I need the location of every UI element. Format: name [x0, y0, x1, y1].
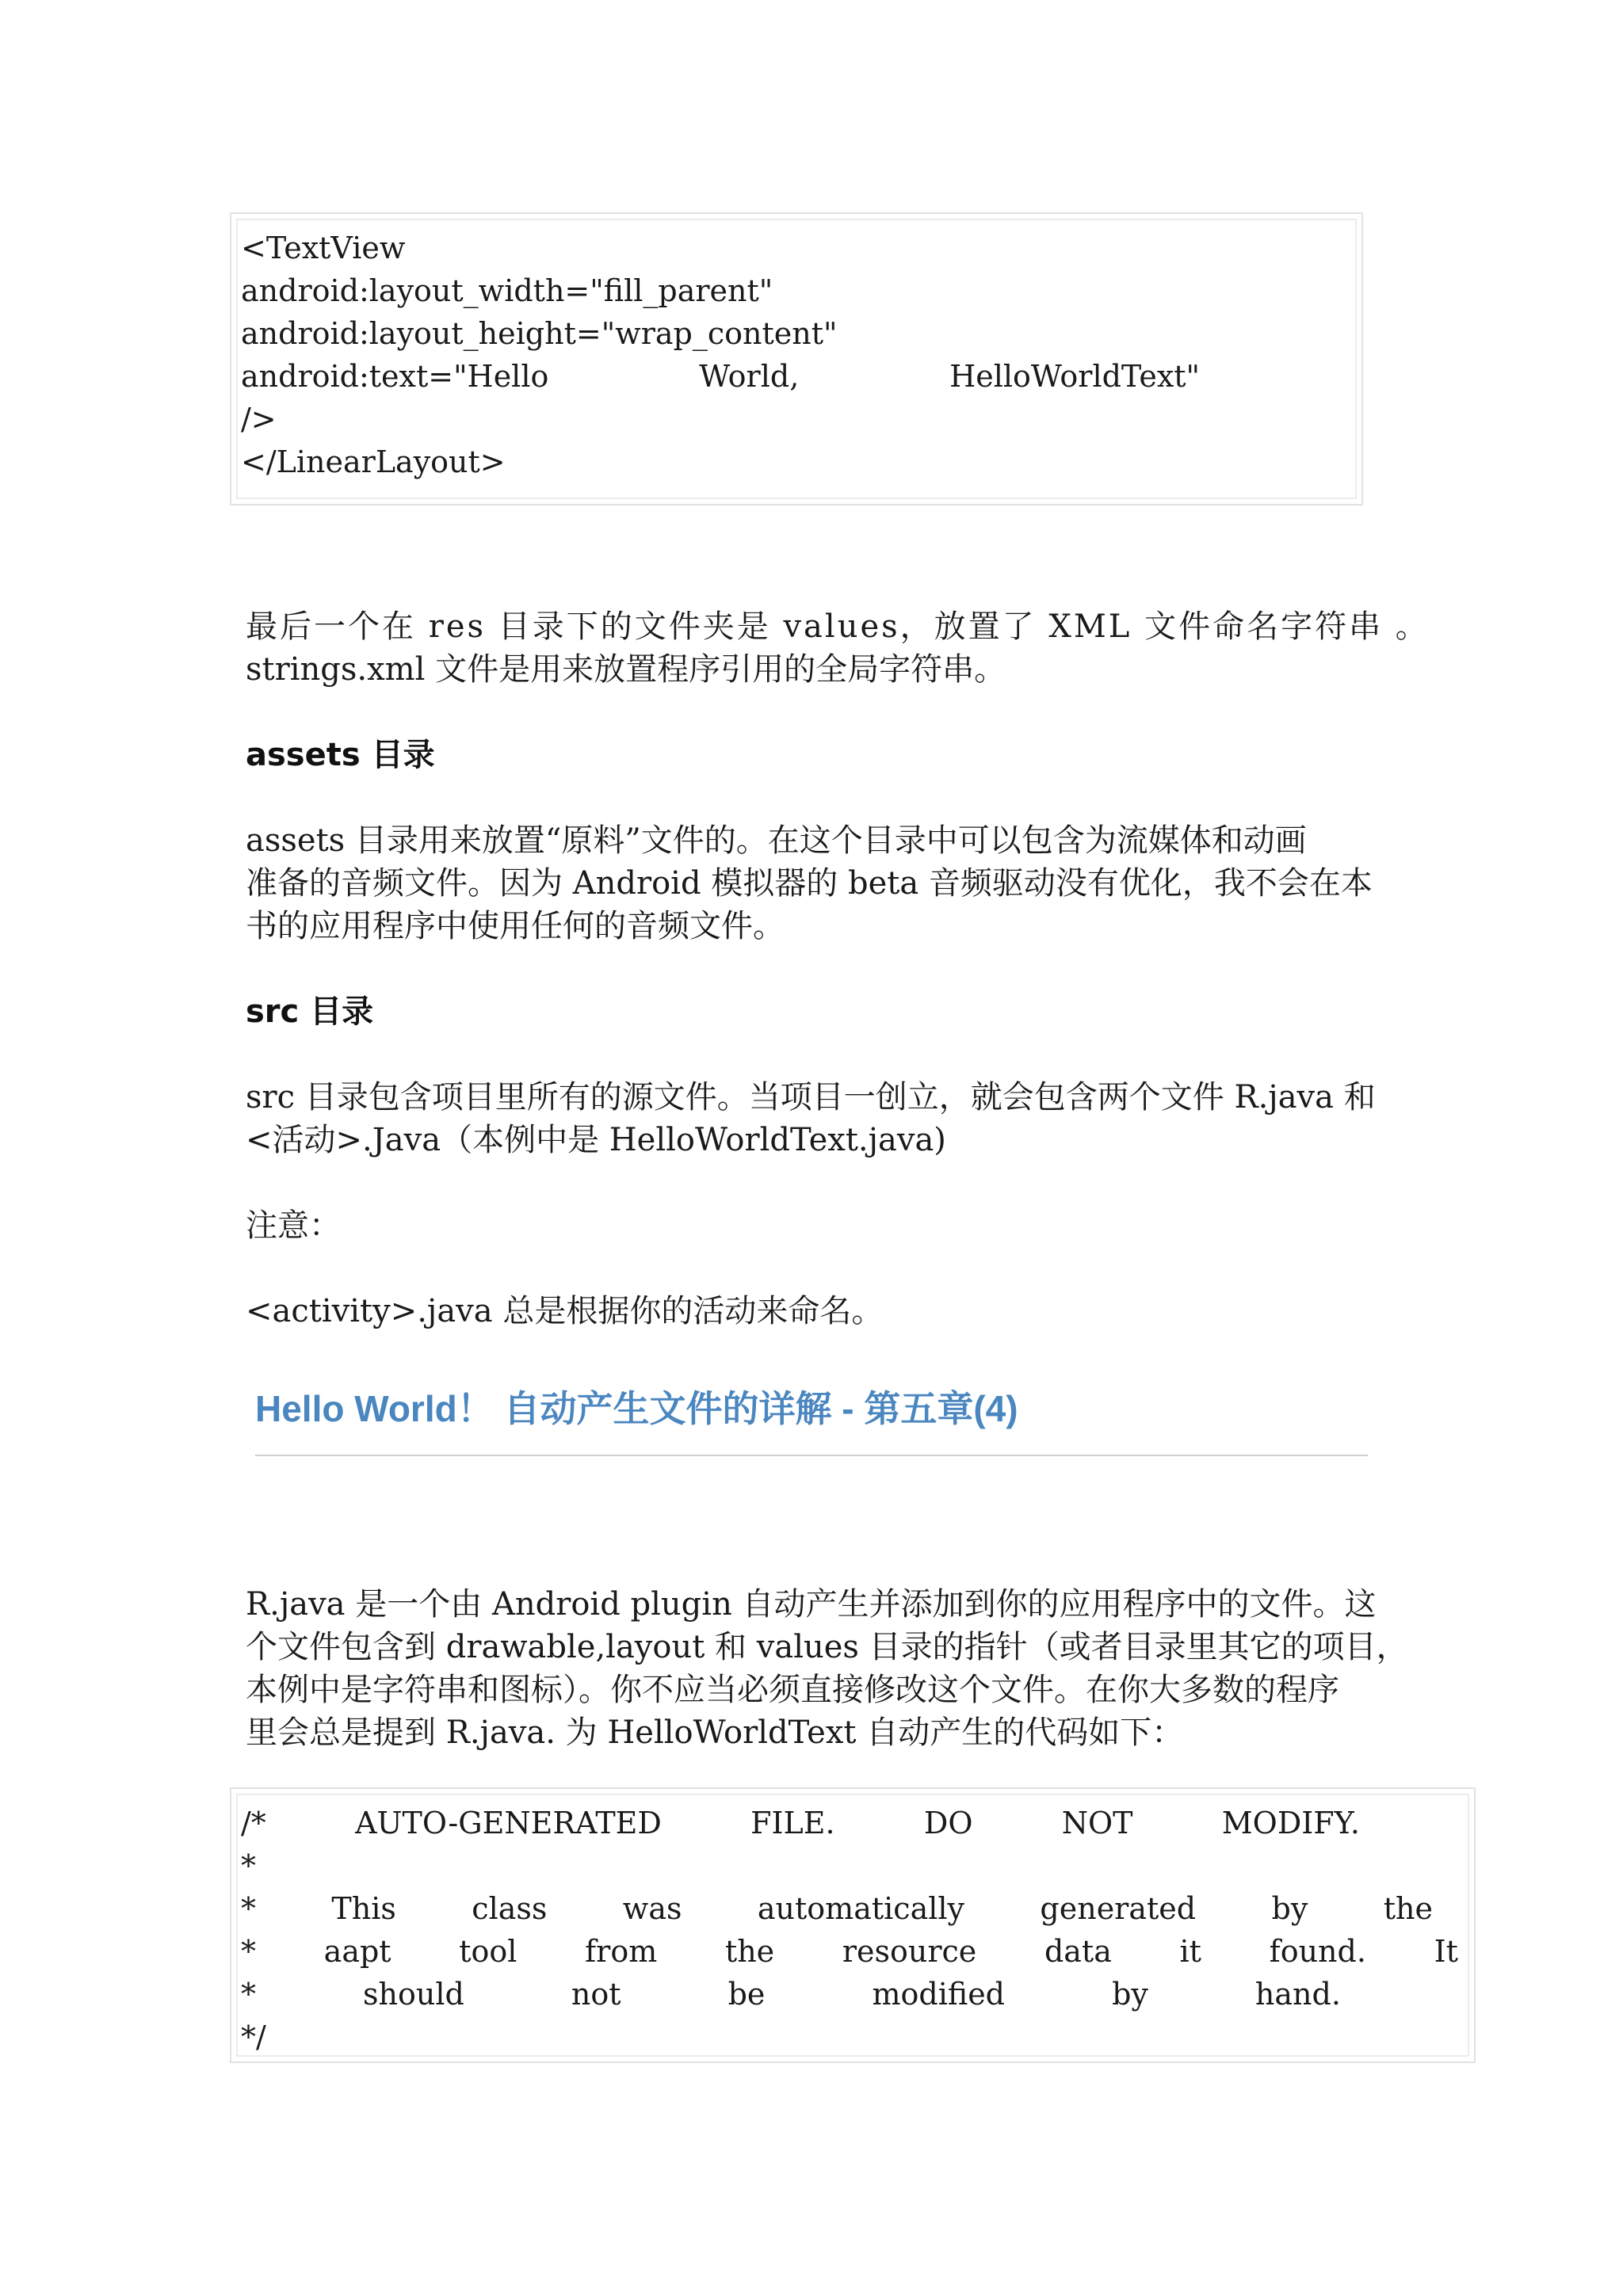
code-line [241, 1930, 1458, 1973]
code-line: android:layout_width="fill_parent" [241, 273, 773, 308]
code-token: /* [241, 1806, 266, 1840]
code-block-layout-xml [230, 212, 1363, 505]
code-token: tool [459, 1934, 517, 1969]
code-token: automatically [757, 1891, 964, 1926]
code-token: the [1383, 1891, 1433, 1926]
code-token: HelloWorldText" [949, 359, 1200, 394]
assets-heading: assets 目录 [246, 737, 435, 773]
code-line: android:layout_height="wrap_content" [241, 316, 838, 351]
code-token: * [241, 1977, 256, 2012]
code-token: not [571, 1977, 621, 2012]
code-token: It [1434, 1934, 1458, 1969]
src-paragraph-line: <活动>.Java（本例中是 HelloWorldText.java) [246, 1122, 946, 1158]
code-token: MODIFY. [1221, 1806, 1360, 1840]
code-token: from [585, 1934, 658, 1969]
code-token: be [727, 1977, 766, 2012]
code-token: modified [872, 1977, 1006, 2012]
note-text: <activity>.java 总是根据你的活动来命名。 [246, 1293, 884, 1329]
rjava-paragraph-line: R.java 是一个由 Android plugin 自动产生并添加到你的应用程序中的文件。这 [246, 1586, 1377, 1623]
code-line: </LinearLayout> [241, 444, 506, 479]
code-token: * [241, 1934, 256, 1969]
rjava-paragraph-line: 个文件包含到 drawable,layout 和 values 目录的指针（或者目录里其它的项目， [246, 1629, 1408, 1665]
code-line: <TextView [241, 231, 406, 265]
code-line: /> [241, 402, 277, 437]
code-line: * [241, 1848, 256, 1883]
note-label: 注意： [246, 1207, 341, 1244]
assets-paragraph-line: 准备的音频文件。因为 Android 模拟器的 beta 音频驱动没有优化，我不会在本 [246, 865, 1373, 902]
code-token: NOT [1061, 1806, 1133, 1840]
code-token: * [241, 1891, 256, 1926]
code-token: World, [699, 359, 800, 394]
code-token: by [1271, 1891, 1308, 1926]
code-token: generated [1040, 1891, 1197, 1926]
code-token: it [1179, 1934, 1201, 1969]
rjava-paragraph-line: 本例中是字符串和图标）。你不应当必须直接修改这个文件。在你大多数的程序 [246, 1672, 1339, 1708]
code-line-text-attribute [241, 355, 1200, 398]
code-token: the [724, 1934, 775, 1969]
code-token: This [331, 1891, 396, 1926]
code-line [241, 1973, 1341, 2016]
code-token: found. [1269, 1934, 1366, 1969]
section-divider [255, 1455, 1368, 1456]
code-token: class [472, 1891, 548, 1926]
code-token: DO [923, 1806, 973, 1840]
code-token: data [1044, 1934, 1112, 1969]
code-line [241, 1802, 1360, 1844]
section-title-link[interactable]: Hello World！ 自动产生文件的详解 - 第五章(4) [255, 1388, 1018, 1429]
code-token: by [1112, 1977, 1148, 2012]
code-token: android:text="Hello [241, 359, 549, 394]
assets-paragraph-line: 书的应用程序中使用任何的音频文件。 [246, 908, 785, 944]
code-line [241, 1887, 1433, 1930]
code-token: AUTO-GENERATED [355, 1806, 662, 1840]
src-paragraph-line: src 目录包含项目里所有的源文件。当项目一创立，就会包含两个文件 R.java 和 [246, 1079, 1376, 1116]
src-heading: src 目录 [246, 994, 374, 1030]
code-token: FILE. [750, 1806, 835, 1840]
rjava-paragraph-line: 里会总是提到 R.java. 为 HelloWorldText 自动产生的代码如下： [246, 1714, 1184, 1751]
values-paragraph-line: strings.xml 文件是用来放置程序引用的全局字符串。 [246, 651, 1006, 688]
values-paragraph-line: 最后一个在 res 目录下的文件夹是 values，放置了 XML 文件命名字符串 。 [246, 608, 1430, 645]
code-line: */ [241, 2019, 266, 2054]
code-token: was [622, 1891, 682, 1926]
code-token: aapt [323, 1934, 391, 1969]
code-block-autogenerated-header [230, 1787, 1476, 2063]
code-token: resource [842, 1934, 977, 1969]
code-token: hand. [1254, 1977, 1341, 2012]
assets-paragraph-line: assets 目录用来放置“原料”文件的。在这个目录中可以包含为流媒体和动画 [246, 822, 1307, 859]
code-token: should [363, 1977, 464, 2012]
